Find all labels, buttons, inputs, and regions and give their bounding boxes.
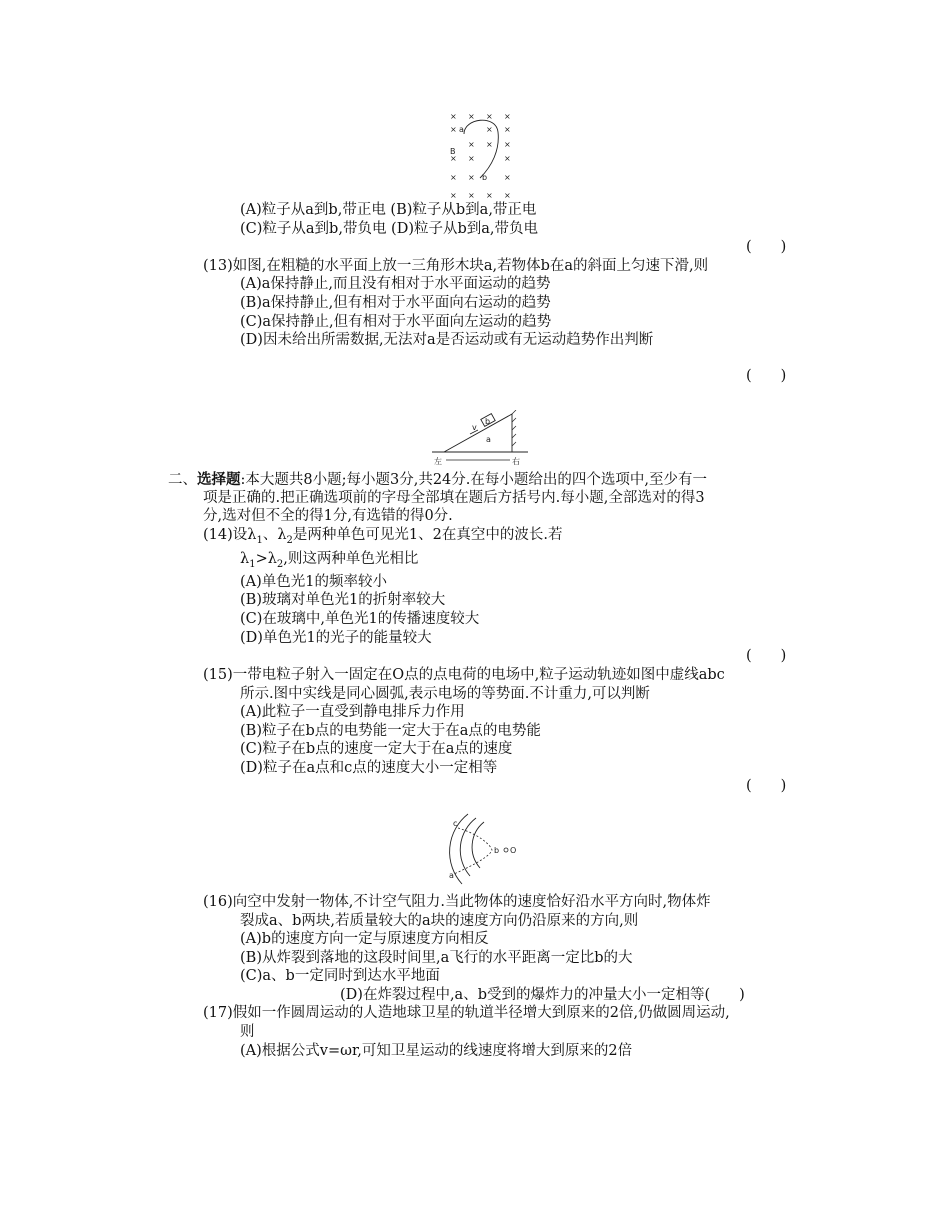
trajectory-curve (464, 120, 498, 178)
q12-answer-bracket: ( ) (746, 239, 787, 255)
q13-option-b: (B)a保持静止,但有相对于水平面向右运动的趋势 (240, 295, 551, 311)
label-b: b (482, 173, 488, 182)
label-B: B (450, 147, 456, 156)
section-title: 选择题 (197, 471, 241, 488)
subscript: 2 (286, 535, 293, 546)
q15-option-b: (B)粒子在b点的电势能一定大于在a点的电势能 (240, 723, 541, 739)
q16-stem-line2: 裂成a、b两块,若质量较大的a块的速度方向仍沿原来的方向,则 (240, 913, 639, 929)
label-v: v (472, 423, 477, 432)
q13-answer-bracket: ( ) (746, 368, 787, 384)
label-a: a (449, 871, 454, 880)
cross-mark: × (450, 112, 457, 121)
q16-stem-line1: (16)向空中发射一物体,不计空气阻力.当此物体的速度恰好沿水平方向时,物体炸 (203, 894, 711, 910)
subscript: 1 (249, 559, 256, 570)
q14-stem (203, 526, 562, 546)
cross-mark: × (486, 125, 493, 134)
cross-mark: × (486, 191, 493, 200)
cross-mark: × (450, 173, 457, 182)
q14-cond-part: λ (240, 551, 250, 567)
subscript: 1 (256, 535, 263, 546)
trajectory-abc (454, 828, 492, 874)
label-right: 右 (512, 457, 520, 466)
q16-option-c: (C)a、b一定同时到达水平地面 (240, 968, 440, 984)
label-a: a (459, 125, 464, 134)
q15-option-a: (A)此粒子一直受到静电排斥力作用 (240, 704, 465, 720)
q14-option-b: (B)玻璃对单色光1的折射率较大 (240, 592, 446, 608)
cross-mark: × (504, 125, 511, 134)
q16-option-b: (B)从炸裂到落地的这段时间里,a飞行的水平距离一定比b的大 (240, 950, 633, 966)
ground-hatch (512, 410, 516, 446)
cross-mark: × (468, 191, 475, 200)
cross-mark: × (504, 173, 511, 182)
q17-stem-line2: 则 (240, 1024, 255, 1040)
subscript: 2 (276, 559, 284, 570)
cross-mark: × (504, 154, 511, 163)
q14-answer-bracket: ( ) (746, 648, 787, 664)
q12-options-cd: (C)粒子从a到b,带负电 (D)粒子从b到a,带负电 (240, 221, 539, 237)
q16-option-d: (D)在炸裂过程中,a、b受到的爆炸力的冲量大小一定相等( ) (340, 987, 745, 1003)
label-left: 左 (434, 457, 442, 466)
cross-mark: × (468, 112, 475, 121)
section-number: 二、 (168, 472, 197, 488)
q15-equipotential-figure (440, 810, 530, 888)
q15-answer-bracket: ( ) (746, 778, 787, 794)
q13-option-a: (A)a保持静止,而且没有相对于水平面运动的趋势 (240, 276, 551, 292)
q17-option-a: (A)根据公式v=ωr,可知卫星运动的线速度将增大到原来的2倍 (240, 1043, 633, 1059)
q12-options-ab: (A)粒子从a到b,带正电 (B)粒子从b到a,带正电 (240, 202, 537, 218)
q15-stem-line1: (15)一带电粒子射入一固定在O点的点电荷的电场中,粒子运动轨迹如图中虚线abc (203, 667, 725, 683)
q17-stem-line1: (17)假如一作圆周运动的人造地球卫星的轨道半径增大到原来的2倍,仍做圆周运动, (203, 1005, 730, 1021)
cross-mark: × (504, 191, 511, 200)
section-desc-line3: 分,选对但不全的得1分,有选错的得0分. (203, 508, 453, 524)
q14-stem-part: 、λ (262, 527, 287, 543)
q14-condition (240, 550, 418, 570)
q14-cond-part: ,则这两种单色光相比 (283, 551, 419, 567)
q15-stem-line2: 所示.图中实线是同心圆弧,表示电场的等势面.不计重力,可以判断 (240, 686, 650, 702)
cross-mark: × (468, 140, 475, 149)
cross-mark: × (486, 112, 493, 121)
cross-mark: × (450, 191, 457, 200)
q14-stem-part: 是两种单色可见光1、2在真空中的波长.若 (292, 527, 563, 543)
section-desc-line2: 项是正确的.把正确选项前的字母全部填在题后方括号内.每小题,全部选对的得3 (203, 490, 705, 506)
cross-mark: × (450, 154, 457, 163)
q13-stem: (13)如图,在粗糙的水平面上放一三角形木块a,若物体b在a的斜面上匀速下滑,则 (203, 258, 709, 274)
triangle-block (444, 414, 512, 452)
q13-option-d: (D)因未给出所需数据,无法对a是否运动或有无运动趋势作出判断 (240, 332, 654, 348)
q14-option-a: (A)单色光1的频率较小 (240, 574, 388, 590)
cross-mark: × (486, 140, 493, 149)
label-b: b (494, 846, 500, 855)
q14-stem-part: (14)设λ (203, 527, 257, 543)
label-O: O (510, 846, 517, 855)
q14-option-c: (C)在玻璃中,单色光1的传播速度较大 (240, 611, 480, 627)
label-b: b (485, 417, 491, 426)
cross-mark: × (468, 173, 475, 182)
label-c: c (453, 819, 458, 828)
q15-option-c: (C)粒子在b点的速度一定大于在a点的速度 (240, 741, 513, 757)
cross-mark: × (450, 125, 457, 134)
cross-mark: × (504, 140, 511, 149)
q13-option-c: (C)a保持静止,但有相对于水平面向左运动的趋势 (240, 314, 552, 330)
section-desc-line1: :本大题共8小题;每小题3分,共24分.在每小题给出的四个选项中,至少有一 (240, 472, 707, 488)
section-2-heading (168, 470, 707, 490)
q13-incline-figure (430, 410, 530, 468)
q16-option-a: (A)b的速度方向一定与原速度方向相反 (240, 931, 489, 947)
label-a: a (486, 435, 491, 444)
cross-mark: × (468, 154, 475, 163)
q12-magnetic-field-figure (440, 108, 530, 202)
q14-option-d: (D)单色光1的光子的能量较大 (240, 630, 432, 646)
point-O (504, 848, 508, 852)
q15-option-d: (D)粒子在a点和c点的速度大小一定相等 (240, 760, 498, 776)
q14-cond-part: >λ (255, 551, 277, 567)
cross-mark: × (504, 112, 511, 121)
